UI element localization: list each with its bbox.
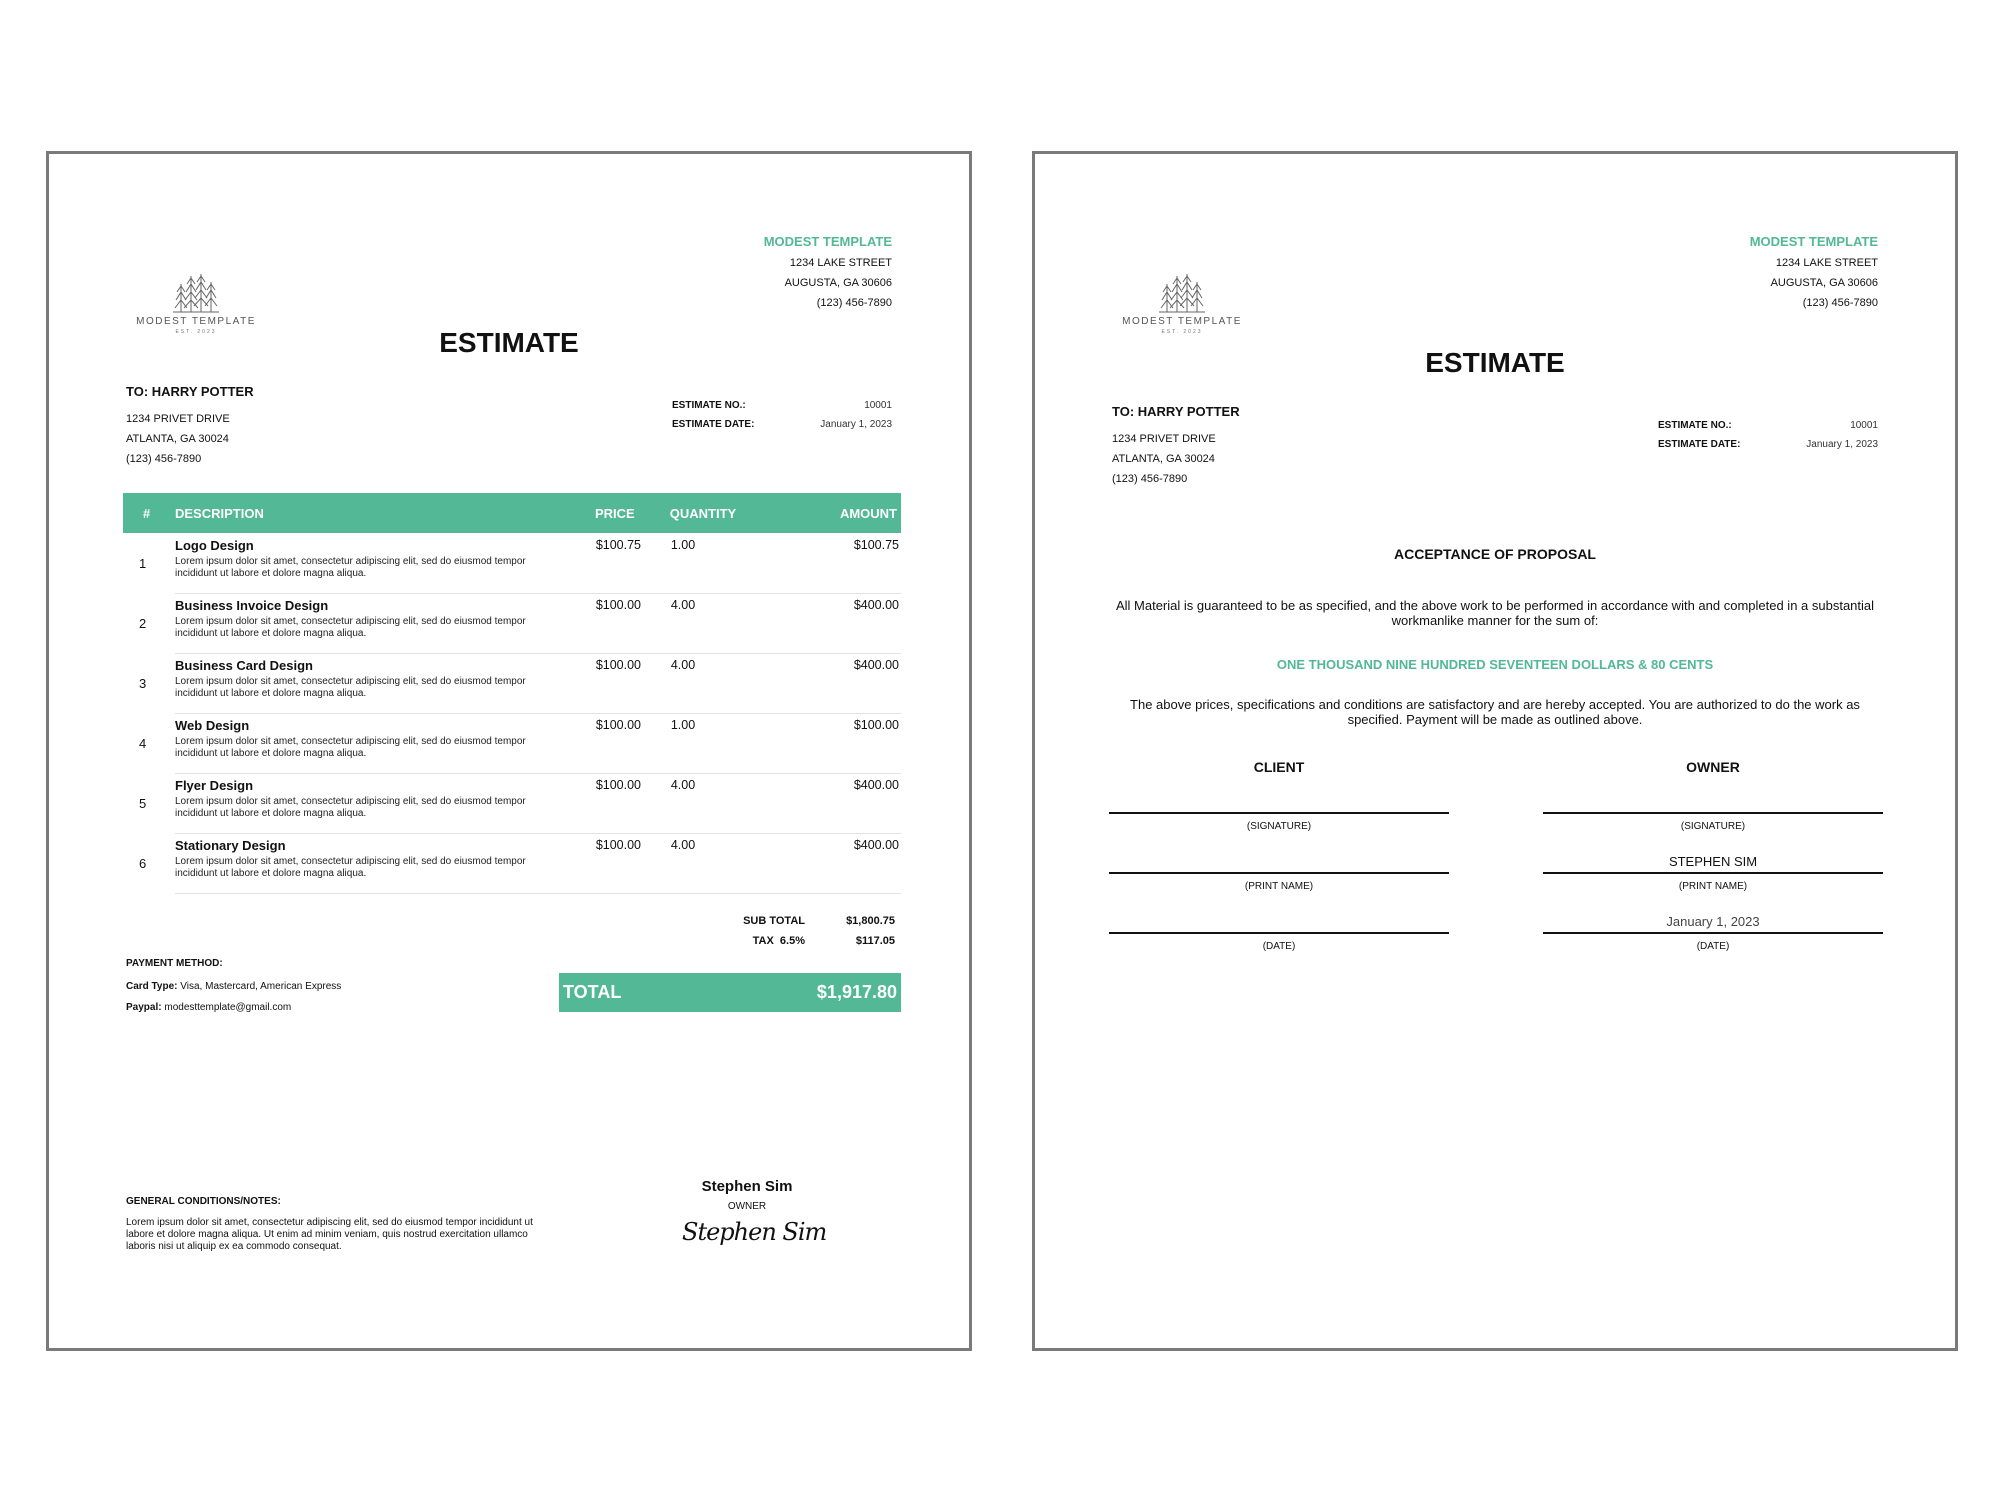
owner-signature-block: [682, 1178, 827, 1246]
item-price: $100.00: [595, 838, 641, 852]
logo-name: MODEST TEMPLATE: [1122, 316, 1242, 327]
notes-body: Lorem ipsum dolor sit amet, consectetur adipiscing elit, sed do eiusmod tempor incididunt ut labore et dolore magna aliqua. Ut enim ad minim veniam, quis nostrud exercitation ullamco laboris nisi ut aliquip ex ea commodo consequat.: [126, 1217, 533, 1252]
totals-block: [695, 915, 895, 955]
company-info: [764, 234, 892, 309]
item-quantity: 1.00: [670, 538, 696, 552]
company-phone: (123) 456-7890: [816, 297, 892, 309]
row-divider: [175, 893, 901, 894]
item-price: $100.75: [595, 538, 641, 552]
client-print-name-caption: (PRINT NAME): [1244, 881, 1314, 892]
client-signature-caption: (SIGNATURE): [1246, 821, 1312, 832]
tax-value: $117.05: [855, 935, 895, 947]
total-value: $1,917.80: [816, 982, 897, 1002]
item-amount: $400.00: [853, 598, 899, 612]
item-price: $100.00: [595, 598, 641, 612]
card-type-value: Visa, Mastercard, American Express: [180, 981, 342, 992]
client-phone: (123) 456-7890: [126, 453, 202, 465]
tax-label: TAX 6.5%: [752, 935, 805, 947]
item-title: Flyer Design: [175, 778, 254, 793]
item-quantity: 4.00: [670, 778, 696, 792]
owner-role: OWNER: [727, 1201, 767, 1212]
company-logo: [1119, 270, 1245, 335]
item-price: $100.00: [595, 658, 641, 672]
client-info: [1112, 404, 1240, 485]
owner-signature-column: [1543, 759, 1883, 959]
item-description: Lorem ipsum dolor sit amet, consectetur adipiscing elit, sed do eiusmod tempor incididunt ut labore et dolore magna aliqua.: [175, 616, 526, 639]
item-title: Stationary Design: [175, 838, 286, 853]
client-address-2: ATLANTA, GA 30024: [126, 433, 229, 445]
general-notes: [126, 1196, 546, 1253]
estimate-number: 10001: [1850, 420, 1878, 431]
item-quantity: 4.00: [670, 598, 696, 612]
estimate-number-row: [672, 400, 892, 411]
owner-signature-line[interactable]: [1543, 812, 1883, 814]
item-number: 4: [139, 736, 147, 751]
item-price: $100.00: [595, 718, 641, 732]
header-amount: AMOUNT: [839, 506, 897, 521]
logo-est: EST. 2023: [175, 329, 217, 335]
client-address-2: ATLANTA, GA 30024: [1112, 453, 1215, 465]
header-price: PRICE: [595, 506, 635, 521]
client-signature-line[interactable]: [1109, 812, 1449, 814]
tree-logo-icon: [171, 270, 221, 314]
owner-print-name-line[interactable]: [1543, 872, 1883, 874]
company-address-1: 1234 LAKE STREET: [1775, 257, 1878, 269]
header-description: DESCRIPTION: [175, 506, 264, 521]
estimate-date-row: [672, 419, 892, 430]
acceptance-page: [1032, 151, 1958, 1351]
estimate-date: January 1, 2023: [820, 419, 892, 430]
total-bar: [559, 973, 901, 1012]
estimate-number: 10001: [864, 400, 892, 411]
estimate-number-row: [1658, 420, 1878, 431]
estimate-date-row: [1658, 439, 1878, 450]
acceptance-heading: ACCEPTANCE OF PROPOSAL: [1394, 546, 1596, 562]
item-number: 2: [139, 616, 147, 631]
paypal-line: [126, 1002, 341, 1013]
owner-handwritten-signature: Stephen Sim: [682, 1218, 827, 1246]
item-title: Logo Design: [175, 538, 254, 553]
item-title: Business Card Design: [175, 658, 313, 673]
item-price: $100.00: [595, 778, 641, 792]
client-address-1: 1234 PRIVET DRIVE: [1112, 433, 1216, 445]
owner-print-name-caption: (PRINT NAME): [1678, 881, 1748, 892]
company-address-2: AUGUSTA, GA 30606: [1770, 277, 1878, 289]
items-table-header: [123, 493, 901, 533]
item-amount: $100.00: [853, 718, 899, 732]
client-date-line[interactable]: [1109, 932, 1449, 934]
item-amount: $400.00: [853, 838, 899, 852]
notes-heading: GENERAL CONDITIONS/NOTES:: [126, 1196, 281, 1207]
estimate-meta: [672, 400, 892, 438]
tax-row: [695, 935, 895, 947]
paypal-label: Paypal:: [126, 1002, 162, 1013]
document-title: ESTIMATE: [1425, 347, 1565, 378]
client-name: TO: HARRY POTTER: [1112, 404, 1240, 419]
owner-name: Stephen Sim: [701, 1178, 793, 1195]
item-number: 5: [139, 796, 147, 811]
owner-date: January 1, 2023: [1666, 914, 1760, 929]
owner-heading: OWNER: [1686, 759, 1740, 775]
table-row: [123, 534, 901, 594]
estimate-page: [46, 151, 972, 1351]
paypal-value: modesttemplate@gmail.com: [164, 1002, 292, 1013]
company-address-2: AUGUSTA, GA 30606: [784, 277, 892, 289]
estimate-date-label: ESTIMATE DATE:: [1658, 439, 1741, 450]
estimate-number-label: ESTIMATE NO.:: [1658, 420, 1732, 431]
acceptance-paragraph-2: The above prices, specifications and conditions are satisfactory and are hereby accepted. You are authorized to do the work as specified. Payment will be made as outlined above.: [1130, 697, 1860, 727]
client-info: [126, 384, 254, 465]
client-address-1: 1234 PRIVET DRIVE: [126, 413, 230, 425]
item-quantity: 1.00: [670, 718, 696, 732]
item-title: Web Design: [175, 718, 250, 733]
item-title: Business Invoice Design: [175, 598, 329, 613]
owner-signature-caption: (SIGNATURE): [1680, 821, 1746, 832]
item-number: 1: [139, 556, 147, 571]
item-description: Lorem ipsum dolor sit amet, consectetur adipiscing elit, sed do eiusmod tempor incididunt ut labore et dolore magna aliqua.: [175, 676, 526, 699]
subtotal-row: [695, 915, 895, 927]
logo-name: MODEST TEMPLATE: [136, 316, 256, 327]
tree-logo-icon: [1157, 270, 1207, 314]
payment-heading: PAYMENT METHOD:: [126, 958, 223, 969]
header-quantity: QUANTITY: [669, 506, 737, 521]
item-description: Lorem ipsum dolor sit amet, consectetur adipiscing elit, sed do eiusmod tempor incididunt ut labore et dolore magna aliqua.: [175, 736, 526, 759]
header-num: #: [143, 506, 151, 521]
owner-date-line[interactable]: [1543, 932, 1883, 934]
company-name: MODEST TEMPLATE: [1749, 234, 1878, 249]
estimate-date-label: ESTIMATE DATE:: [672, 419, 755, 430]
document-title: ESTIMATE: [439, 327, 579, 358]
item-quantity: 4.00: [670, 658, 696, 672]
item-amount: $400.00: [853, 778, 899, 792]
total-label: TOTAL: [563, 982, 622, 1002]
company-address-1: 1234 LAKE STREET: [789, 257, 892, 269]
owner-date-caption: (DATE): [1696, 941, 1730, 952]
item-description: Lorem ipsum dolor sit amet, consectetur adipiscing elit, sed do eiusmod tempor incididunt ut labore et dolore magna aliqua.: [175, 796, 526, 819]
company-logo: [133, 270, 259, 335]
table-row: [123, 774, 901, 834]
owner-print-name: STEPHEN SIM: [1668, 854, 1758, 869]
card-type-line: [126, 981, 341, 992]
table-row: [123, 714, 901, 774]
subtotal-label: SUB TOTAL: [743, 915, 805, 927]
client-date-caption: (DATE): [1262, 941, 1296, 952]
item-amount: $100.75: [853, 538, 899, 552]
item-number: 6: [139, 856, 147, 871]
company-name: MODEST TEMPLATE: [763, 234, 892, 249]
table-row: [123, 594, 901, 654]
logo-est: EST. 2023: [1161, 329, 1203, 335]
item-quantity: 4.00: [670, 838, 696, 852]
company-info: [1750, 234, 1878, 309]
client-heading: CLIENT: [1253, 759, 1305, 775]
payment-method: [126, 958, 341, 1023]
acceptance-paragraph-1: All Material is guaranteed to be as specified, and the above work to be performed in accordance with and completed in a substantial workmanlike manner for the sum of:: [1115, 598, 1875, 628]
estimate-date: January 1, 2023: [1806, 439, 1878, 450]
card-type-label: Card Type:: [126, 981, 178, 992]
client-signature-column: [1109, 759, 1449, 959]
subtotal-value: $1,800.75: [846, 915, 895, 927]
estimate-meta: [1658, 420, 1878, 458]
table-row: [123, 654, 901, 714]
item-amount: $400.00: [853, 658, 899, 672]
estimate-number-label: ESTIMATE NO.:: [672, 400, 746, 411]
item-description: Lorem ipsum dolor sit amet, consectetur adipiscing elit, sed do eiusmod tempor incididunt ut labore et dolore magna aliqua.: [175, 556, 526, 579]
item-description: Lorem ipsum dolor sit amet, consectetur adipiscing elit, sed do eiusmod tempor incididunt ut labore et dolore magna aliqua.: [175, 856, 526, 879]
table-row: [123, 834, 901, 894]
client-print-name-line[interactable]: [1109, 872, 1449, 874]
client-phone: (123) 456-7890: [1112, 473, 1188, 485]
item-number: 3: [139, 676, 147, 691]
client-name: TO: HARRY POTTER: [126, 384, 254, 399]
amount-in-words: ONE THOUSAND NINE HUNDRED SEVENTEEN DOLLARS & 80 CENTS: [1276, 657, 1714, 672]
company-phone: (123) 456-7890: [1802, 297, 1878, 309]
